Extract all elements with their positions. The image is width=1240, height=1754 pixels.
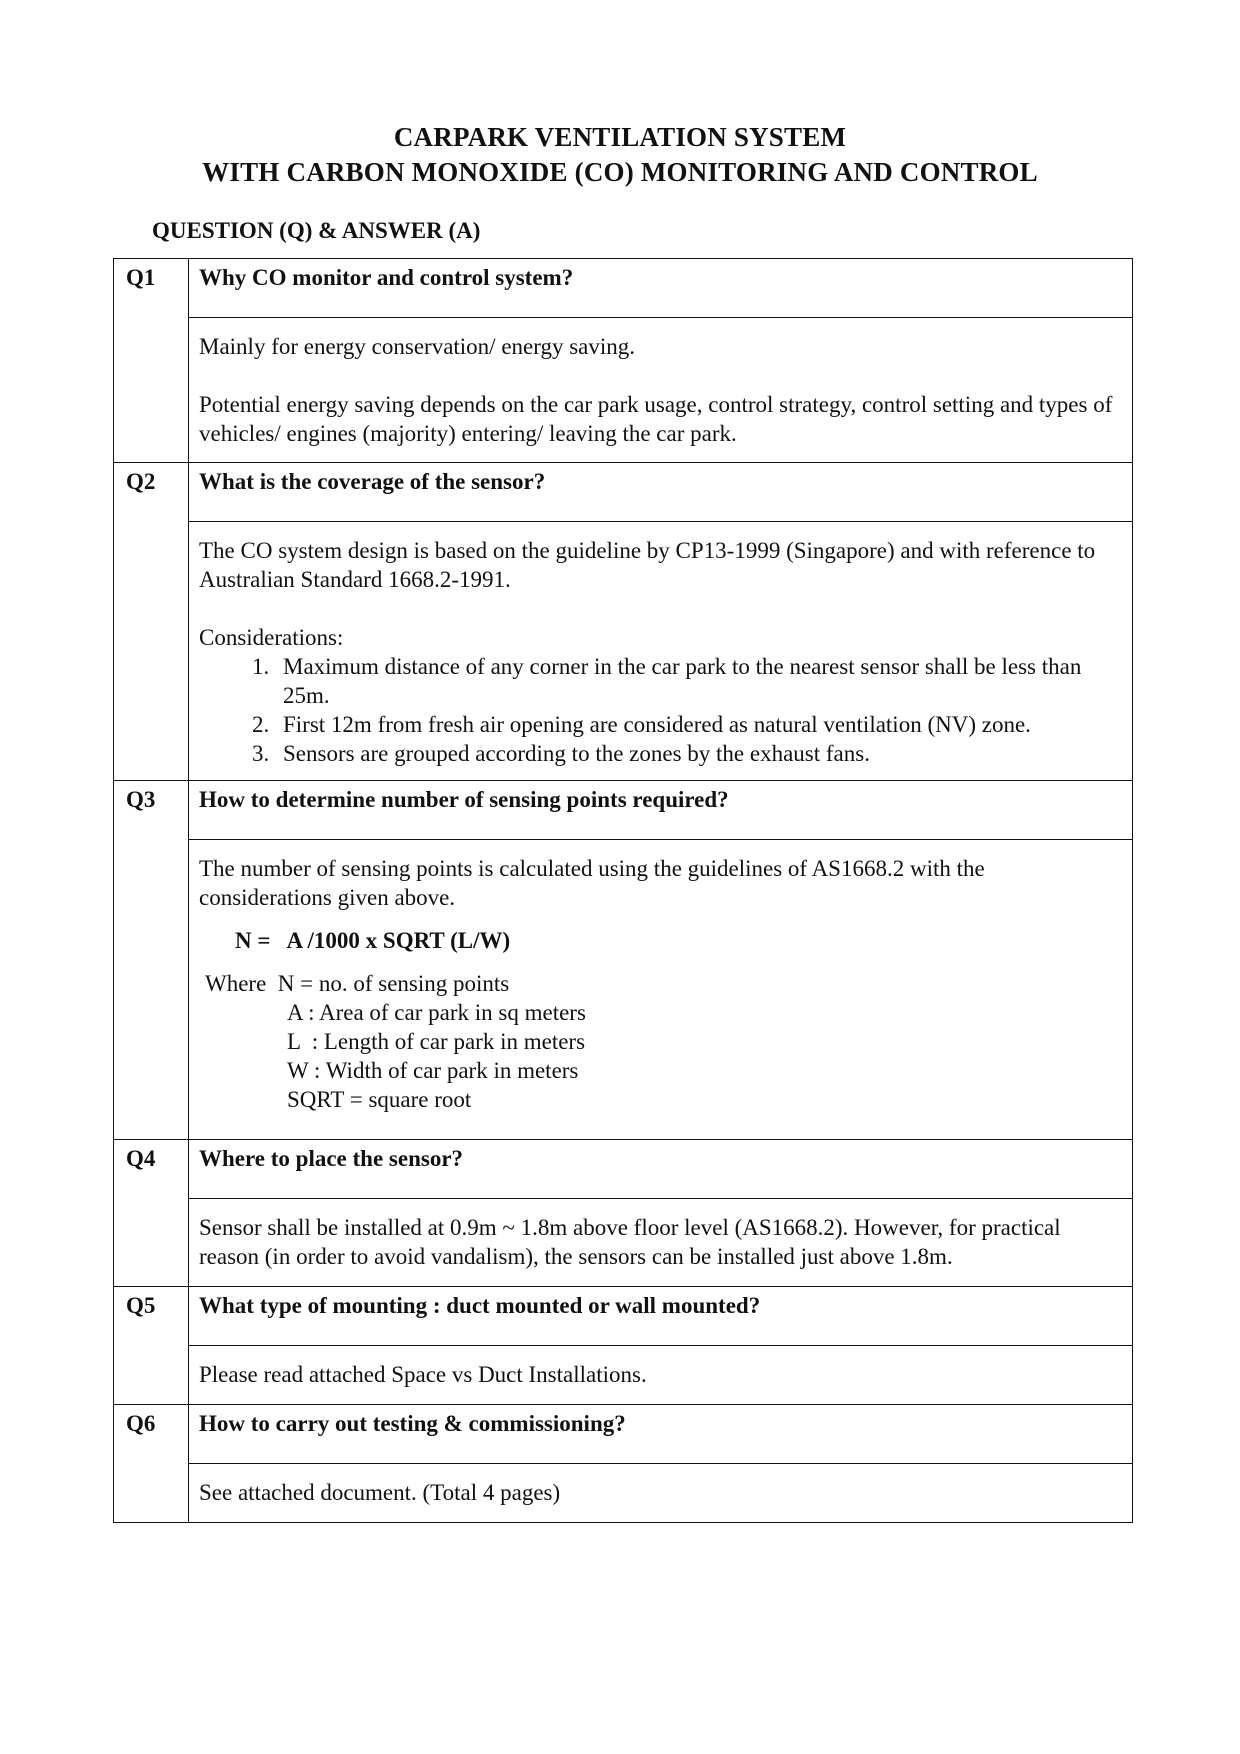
question-row-q3: [114, 781, 1133, 840]
answer-row-q3: [114, 840, 1133, 1140]
answer-cell: [189, 1346, 1133, 1405]
question-text: How to carry out testing & commissioning?: [189, 1405, 1133, 1464]
question-number: Q1: [114, 259, 189, 463]
answer-paragraph: Mainly for energy conservation/ energy saving.: [199, 334, 636, 359]
question-text: How to determine number of sensing points required?: [189, 781, 1133, 840]
question-row-q5: [114, 1287, 1133, 1346]
answer-paragraph: See attached document. (Total 4 pages): [199, 1480, 561, 1505]
considerations-list: [199, 652, 1122, 768]
question-text: What type of mounting : duct mounted or wall mounted?: [189, 1287, 1133, 1346]
question-number: Q3: [114, 781, 189, 1140]
answer-paragraph: The CO system design is based on the guideline by CP13-1999 (Singapore) and with reference to Australian Standard 1668.2-1991.: [199, 538, 1096, 592]
document-title-line-2: WITH CARBON MONOXIDE (CO) MONITORING AND CONTROL: [202, 157, 1038, 187]
question-number: Q4: [114, 1140, 189, 1287]
answer-cell: [189, 522, 1133, 781]
answer-paragraph: The number of sensing points is calculated using the guidelines of AS1668.2 with the considerations given above.: [199, 856, 985, 910]
question-number: Q6: [114, 1405, 189, 1523]
answer-cell: [189, 1464, 1133, 1523]
section-heading: QUESTION (Q) & ANSWER (A): [152, 218, 481, 243]
question-row-q4: [114, 1140, 1133, 1199]
answer-row-q1: [114, 318, 1133, 463]
question-row-q1: [114, 259, 1133, 318]
answer-row-q2: [114, 522, 1133, 781]
answer-cell: [189, 1199, 1133, 1287]
variable-definition: W : Width of car park in meters: [287, 1058, 579, 1083]
question-text: What is the coverage of the sensor?: [189, 463, 1133, 522]
where-definition: Where N = no. of sensing points: [205, 971, 510, 996]
variable-definition: A : Area of car park in sq meters: [287, 1000, 586, 1025]
answer-cell: [189, 318, 1133, 463]
variable-definition: L : Length of car park in meters: [287, 1029, 586, 1054]
considerations-label: Considerations:: [199, 625, 344, 650]
answer-paragraph: Potential energy saving depends on the car park usage, control strategy, control setting and types of vehicles/ engines (majority) entering/ leaving the car park.: [199, 392, 1113, 446]
answer-row-q5: [114, 1346, 1133, 1405]
question-number: Q2: [114, 463, 189, 781]
question-row-q2: [114, 463, 1133, 522]
qa-table: [113, 258, 1133, 1523]
answer-paragraph: Sensor shall be installed at 0.9m ~ 1.8m above floor level (AS1668.2). However, for practical reason (in order to avoid vandalism), the sensors can be installed just above 1.8m.: [199, 1215, 1061, 1269]
document-title-line-1: CARPARK VENTILATION SYSTEM: [393, 122, 847, 152]
variable-definition: SQRT = square root: [287, 1087, 472, 1112]
question-row-q6: [114, 1405, 1133, 1464]
answer-row-q6: [114, 1464, 1133, 1523]
list-item: 2. First 12m from fresh air opening are considered as natural ventilation (NV) zone.: [275, 710, 1122, 739]
answer-cell: [189, 840, 1133, 1140]
list-item: 1. Maximum distance of any corner in the car park to the nearest sensor shall be less than 25m.: [275, 652, 1122, 710]
question-text: Where to place the sensor?: [189, 1140, 1133, 1199]
question-number: Q5: [114, 1287, 189, 1405]
answer-row-q4: [114, 1199, 1133, 1287]
formula: N = A /1000 x SQRT (L/W): [235, 928, 511, 953]
answer-paragraph: Please read attached Space vs Duct Installations.: [199, 1362, 647, 1387]
list-item: 3. Sensors are grouped according to the zones by the exhaust fans.: [275, 739, 1122, 768]
question-text: Why CO monitor and control system?: [189, 259, 1133, 318]
